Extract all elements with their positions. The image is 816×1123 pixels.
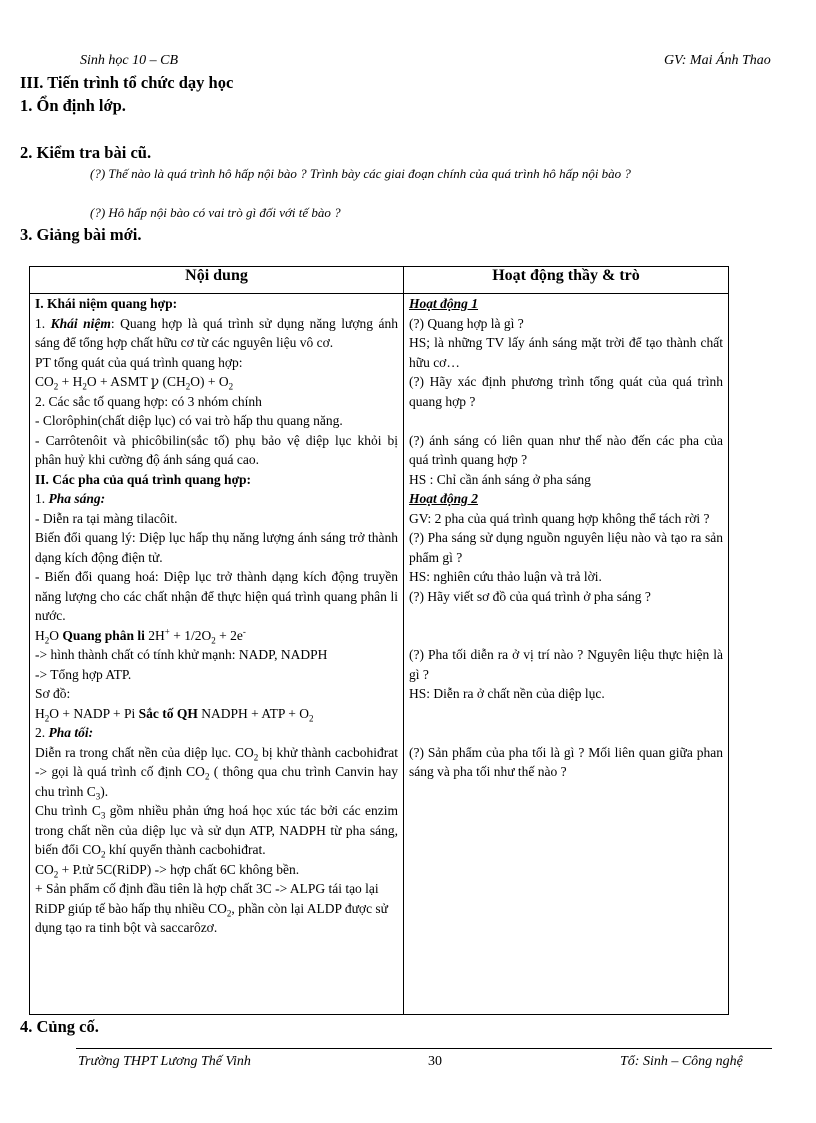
content-line: - Clorôphin(chất diệp lục) có vai trò hấp thu quang năng.: [35, 413, 343, 428]
activity-line: GV: 2 pha của quá trình quang hợp không thể tách rời ?: [409, 510, 710, 526]
content-line: PT tổng quát của quá trình quang hợp:: [35, 354, 243, 370]
spacer: [409, 606, 723, 645]
content-line: $CO_2$ + P.tử 5C(RiDP) -> hợp chất 6C không bền.: [35, 861, 300, 880]
spacer: [409, 411, 723, 431]
review-question: (?) Thế nào là quá trình hô hấp nội bào ? Trình bày các giai đoạn chính của quá trình hô hấp nội bào ?: [90, 166, 631, 181]
arrow-symbol: ꝩ: [150, 374, 160, 389]
column-header-activities: Hoạt động thầy & trò: [404, 267, 729, 294]
content-line: Biến đổi quang lý: Diệp lục hấp thụ năng lượng ánh sáng trở thành dạng kích động điện tử.: [35, 530, 398, 565]
equation-light-phase: $H_2O$ + NADP + Pi Sắc tố QH NADPH + ATP + $O_2$: [35, 705, 314, 724]
content-line: - Biến đổi quang hoá: Diệp lục trở thành dạng kích động truyền năng lượng cho các chất nhận để thực hiện quá trình quang phân li nước.: [35, 569, 398, 623]
column-header-content: Nội dung: [30, 267, 404, 294]
content-line: + Sản phẩm cố định đầu tiên là hợp chất 3C -> ALPG tái tạo lại RiDP giúp tế bào hấp thụ nhiều $CO_2$, phần còn lại ALDP được sử dụng tạo ra tinh bột và saccarôzơ.: [35, 881, 389, 935]
page-number: 30: [428, 1054, 442, 1069]
activity-line: (?) Hãy viết sơ đồ của quá trình ở pha sáng ?: [409, 588, 651, 604]
content-cell: [30, 294, 404, 1015]
review-question: (?) Hô hấp nội bào có vai trò gì đối với tế bào ?: [90, 205, 341, 220]
activities-cell: [404, 294, 729, 1015]
content-line: 1. Pha sáng:: [35, 491, 106, 506]
activity-heading: Hoạt động 1: [409, 296, 479, 311]
footer-rule: [76, 1048, 772, 1049]
activity-line: (?) Pha sáng sử dụng nguồn nguyên liệu nào và tạo ra sản phẩm gì ?: [409, 530, 723, 565]
activity-line: (?) ánh sáng có liên quan như thế nào đến các pha của quá trình quang hợp ?: [409, 432, 723, 467]
content-line: - Diễn ra tại màng tilacôit.: [35, 510, 178, 526]
content-line: Chu trình $C_3$ gồm nhiều phản ứng hoá học xúc tác bởi các enzim trong chất nền của diệp lục và sử dụn ATP, NADPH từ pha sáng, biến đổi $CO_2$ khí quyển thành cacbohiđrat.: [35, 803, 398, 860]
content-line: 1. Khái niệm: Quang hợp là quá trình sử dụng năng lượng ánh sáng để tổng hợp chất hữu cơ từ các nguyên liệu vô cơ.: [35, 315, 399, 350]
content-line: 2. Pha tối:: [35, 725, 94, 740]
activity-line: HS: Diễn ra ở chất nền của diệp lục.: [409, 686, 605, 701]
spacer: [409, 704, 723, 743]
equation-photosynthesis: $CO_2 + H_2O$ + ASMT ꝩ $(CH_2O) + O_2$: [35, 374, 234, 392]
activity-line: (?) Pha tối diễn ra ở vị trí nào ? Nguyên liệu thực hiện là gì ?: [409, 647, 723, 682]
content-line: I. Khái niệm quang hợp:: [35, 296, 178, 311]
content-line: - Carrôtenôit và phicôbilin(sắc tố) phụ bảo vệ diệp lục khỏi bị phân huỷ khi cường độ ánh sáng quá cao.: [35, 432, 398, 467]
activity-line: HS; là những TV lấy ánh sáng mặt trời để tạo thành chất hữu cơ…: [409, 335, 723, 370]
content-line: Diễn ra trong chất nền của diệp lục. $CO_2$ bị khử thành cacbohiđrat -> gọi là quá trình cố định $CO_2$ ( thông qua chu trình Canvin hay chu trình $C_3$).: [35, 744, 398, 802]
section-heading-class-order: 1. Ổn định lớp.: [20, 96, 126, 115]
footer-department: Tổ: Sinh – Công nghệ: [620, 1054, 743, 1069]
activity-line: (?) Hãy xác định phương trình tổng quát của quá trình quang hợp ?: [409, 374, 723, 409]
content-line: II. Các pha của quá trình quang hợp:: [35, 471, 252, 487]
section-heading-review: 2. Kiểm tra bài cũ.: [20, 143, 152, 162]
section-heading-consolidation: 4. Củng cố.: [20, 1017, 99, 1036]
section-heading-process: III. Tiến trình tổ chức dạy học: [20, 73, 234, 92]
content-line: 2. Các sắc tố quang hợp: có 3 nhóm chính: [35, 393, 262, 409]
activity-line: (?) Sản phẩm của pha tối là gì ? Mối liên quan giữa phan sáng và pha tối như thế nào ?: [409, 744, 723, 779]
activity-line: HS: nghiên cứu thảo luận và trả lời.: [409, 569, 602, 584]
header-subject: Sinh học 10 – CB: [80, 53, 178, 68]
equation-photolysis: $H_2O$ Quang phân li $2H^+ + 1/2O_2 + 2e^-$: [35, 626, 246, 646]
footer-school: Trường THPT Lương Thế Vinh: [78, 1054, 251, 1069]
activity-line: HS : Chỉ cần ánh sáng ở pha sáng: [409, 471, 591, 487]
content-line: -> hình thành chất có tính khử mạnh: NADP, NADPH: [35, 647, 328, 662]
lesson-table: [29, 266, 729, 1015]
activity-line: (?) Quang hợp là gì ?: [409, 315, 524, 331]
content-line: Sơ đồ:: [35, 686, 71, 701]
header-teacher: GV: Mai Ánh Thao: [664, 53, 771, 68]
activity-heading: Hoạt động 2: [409, 491, 479, 506]
content-line: -> Tổng hợp ATP.: [35, 666, 132, 682]
section-heading-new-lesson: 3. Giảng bài mới.: [20, 225, 142, 244]
